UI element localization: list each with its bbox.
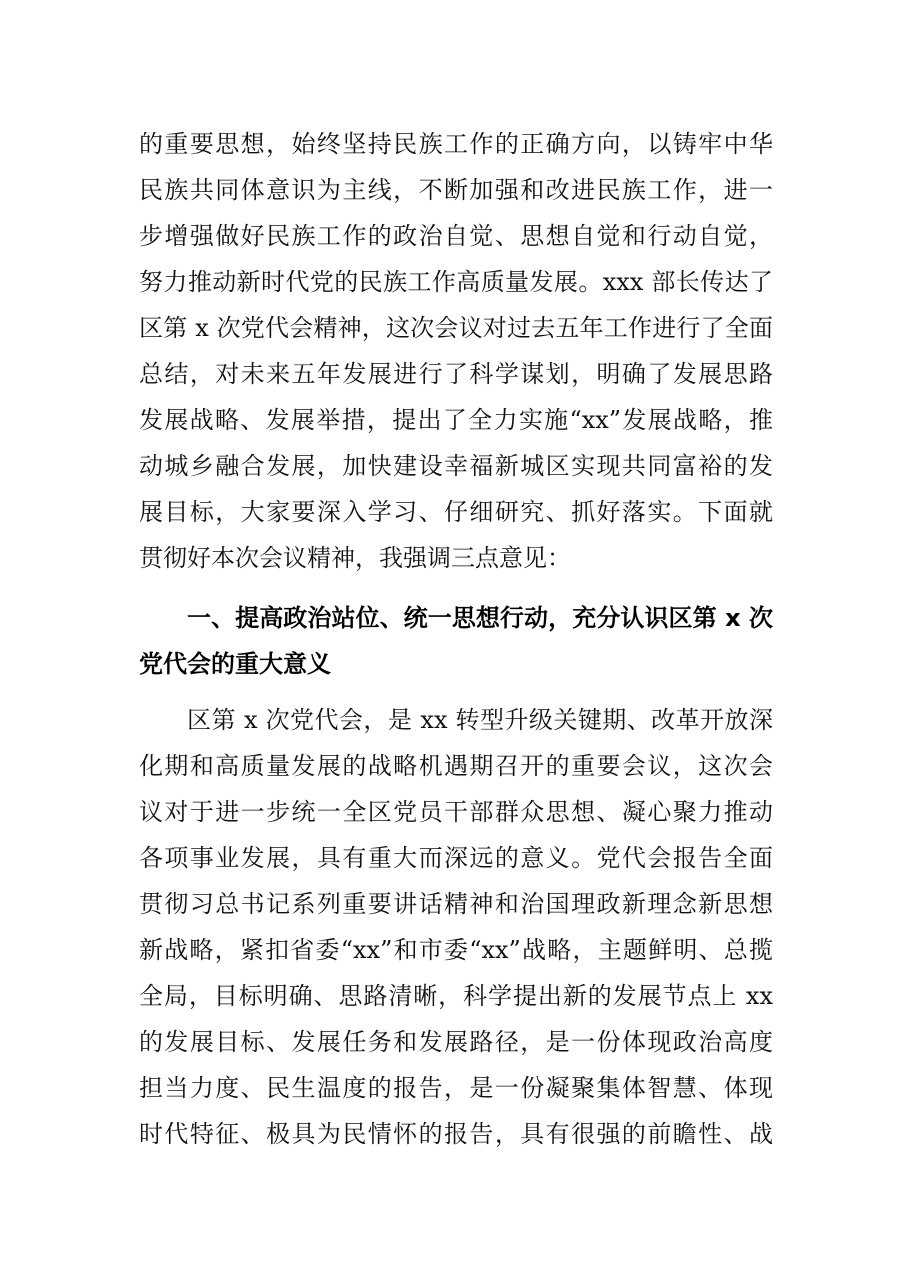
- paragraph-1-line-3: 步增强做好民族工作的政治自觉、思想自觉和行动自觉，: [139, 222, 773, 250]
- paragraph-1-line-7: 发展战略、发展举措，提出了全力实施“xx”发展战略，推: [139, 406, 773, 434]
- section-heading-line-1: 一、提高政治站位、统一思想行动，充分认识区第 x 次: [187, 604, 773, 632]
- paragraph-2-line-8: 的发展目标、发展任务和发展路径，是一份体现政治高度: [139, 1028, 773, 1056]
- paragraph-1-line-1: 的重要思想，始终坚持民族工作的正确方向，以铸牢中华: [139, 130, 773, 158]
- paragraph-1-line-10: 贯彻好本次会议精神，我强调三点意见：: [139, 544, 571, 572]
- paragraph-2-line-9: 担当力度、民生温度的报告，是一份凝聚集体智慧、体现: [139, 1074, 773, 1102]
- paragraph-2-line-1: 区第 x 次党代会，是 xx 转型升级关键期、改革开放深: [187, 706, 773, 734]
- paragraph-2-line-7: 全局，目标明确、思路清晰，科学提出新的发展节点上 xx: [139, 982, 773, 1010]
- paragraph-2-line-2: 化期和高质量发展的战略机遇期召开的重要会议，这次会: [139, 752, 773, 780]
- paragraph-2-line-6: 新战略，紧扣省委“xx”和市委“xx”战略，主题鲜明、总揽: [139, 936, 773, 964]
- section-heading-line-2: 党代会的重大意义: [139, 650, 331, 678]
- paragraph-2-line-10: 时代特征、极具为民情怀的报告，具有很强的前瞻性、战: [139, 1120, 773, 1148]
- paragraph-1-line-5: 区第 x 次党代会精神，这次会议对过去五年工作进行了全面: [139, 314, 773, 342]
- paragraph-2-line-5: 贯彻习总书记系列重要讲话精神和治国理政新理念新思想: [139, 890, 773, 918]
- paragraph-2-line-3: 议对于进一步统一全区党员干部群众思想、凝心聚力推动: [139, 798, 773, 826]
- paragraph-2-line-4: 各项事业发展，具有重大而深远的意义。党代会报告全面: [139, 844, 773, 872]
- paragraph-1-line-9: 展目标，大家要深入学习、仔细研究、抓好落实。下面就: [139, 498, 773, 526]
- paragraph-1-line-2: 民族共同体意识为主线，不断加强和改进民族工作，进一: [139, 176, 773, 204]
- paragraph-1-line-4: 努力推动新时代党的民族工作高质量发展。xxx 部长传达了: [139, 268, 773, 296]
- paragraph-1-line-6: 总结，对未来五年发展进行了科学谋划，明确了发展思路: [139, 360, 773, 388]
- paragraph-1-line-8: 动城乡融合发展，加快建设幸福新城区实现共同富裕的发: [139, 452, 773, 480]
